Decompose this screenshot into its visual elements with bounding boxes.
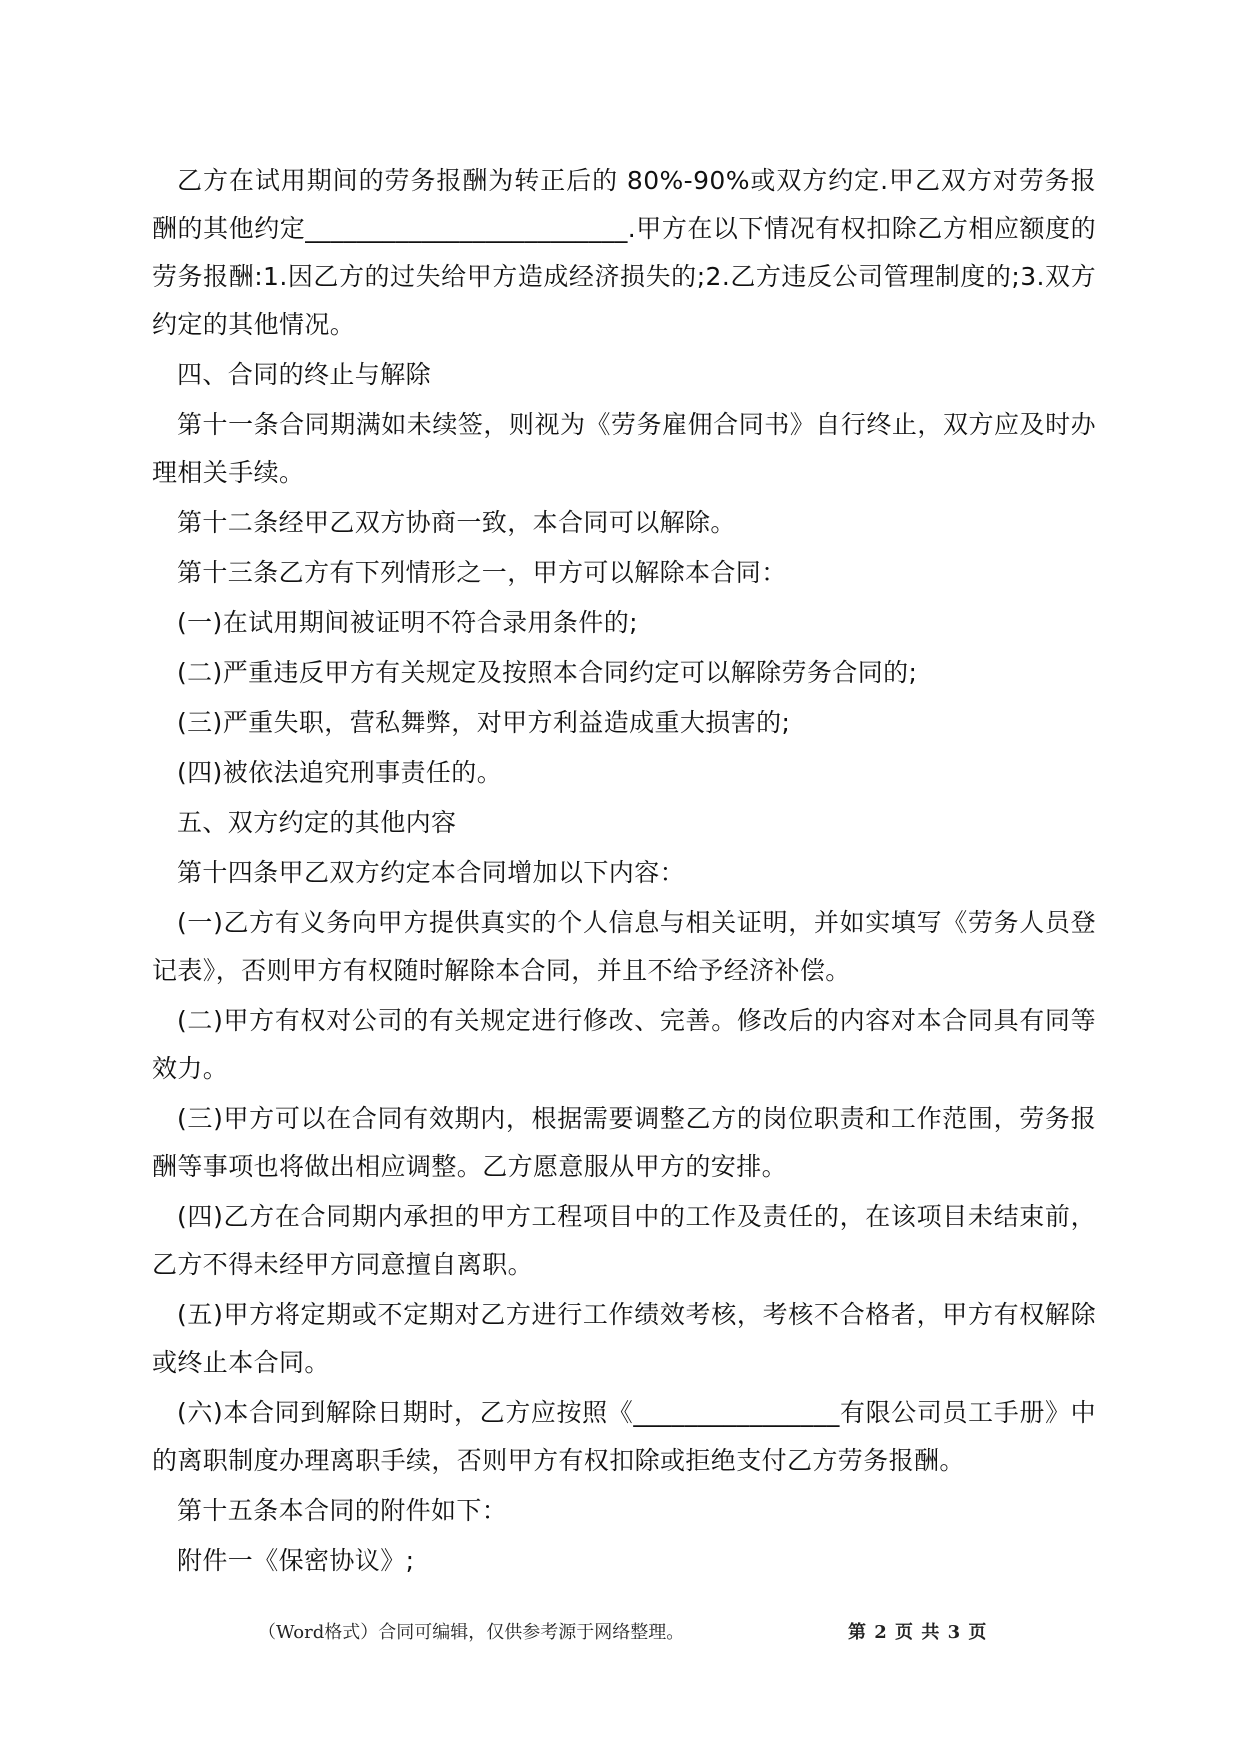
article-13-item-3: (三)严重失职，营私舞弊，对甲方利益造成重大损害的; <box>177 708 791 737</box>
footer-note: （Word格式）合同可编辑，仅供参考源于网络整理。 <box>258 1622 685 1643</box>
article-13-item-4: (四)被依法追究刑事责任的。 <box>177 758 503 787</box>
article-14-item-5: (五)甲方将定期或不定期对乙方进行工作绩效考核，考核不合格者，甲方有权解除或终止本合同。 <box>152 1300 1096 1377</box>
article-14: 第十四条甲乙双方约定本合同增加以下内容： <box>177 858 686 887</box>
article-14-item-6: (六)本合同到解除日期时，乙方应按照《________________有限公司员工手册》中的离职制度办理离职手续，否则甲方有权扣除或拒绝支付乙方劳务报酬。 <box>152 1398 1096 1475</box>
contract-body <box>152 157 1096 1587</box>
article-14-item-2: (二)甲方有权对公司的有关规定进行修改、完善。修改后的内容对本合同具有同等效力。 <box>152 1006 1096 1083</box>
section-heading-other-terms: 五、双方约定的其他内容 <box>177 808 457 837</box>
article-14-item-4: (四)乙方在合同期内承担的甲方工程项目中的工作及责任的，在该项目未结束前，乙方不得未经甲方同意擅自离职。 <box>152 1202 1096 1279</box>
section-heading-termination: 四、合同的终止与解除 <box>177 360 432 389</box>
article-12: 第十二条经甲乙双方协商一致，本合同可以解除。 <box>177 508 736 537</box>
article-13: 第十三条乙方有下列情形之一，甲方可以解除本合同： <box>177 558 787 587</box>
paragraph-probation-pay: 乙方在试用期间的劳务报酬为转正后的 80%-90%或双方约定.甲乙双方对劳务报酬的其他约定_________________________.甲方在以下情况有权扣除乙方相应额度的劳务报酬:1.因乙方的过失给甲方造成经济损失的;2.乙方违反公司管理制度的;3.双方约定的其他情况。 <box>152 166 1096 339</box>
page-number: 第 2 页 共 3 页 <box>848 1622 988 1643</box>
article-14-item-1: (一)乙方有义务向甲方提供真实的个人信息与相关证明，并如实填写《劳务人员登记表》，否则甲方有权随时解除本合同，并且不给予经济补偿。 <box>152 908 1096 985</box>
article-13-item-1: (一)在试用期间被证明不符合录用条件的; <box>177 608 638 637</box>
article-13-item-2: (二)严重违反甲方有关规定及按照本合同约定可以解除劳务合同的; <box>177 658 918 687</box>
attachment-1: 附件一《保密协议》; <box>177 1546 415 1575</box>
article-14-item-3: (三)甲方可以在合同有效期内，根据需要调整乙方的岗位职责和工作范围，劳务报酬等事项也将做出相应调整。乙方愿意服从甲方的安排。 <box>152 1104 1096 1181</box>
article-15: 第十五条本合同的附件如下： <box>177 1496 508 1525</box>
article-11: 第十一条合同期满如未续签，则视为《劳务雇佣合同书》自行终止，双方应及时办理相关手续。 <box>152 410 1096 487</box>
